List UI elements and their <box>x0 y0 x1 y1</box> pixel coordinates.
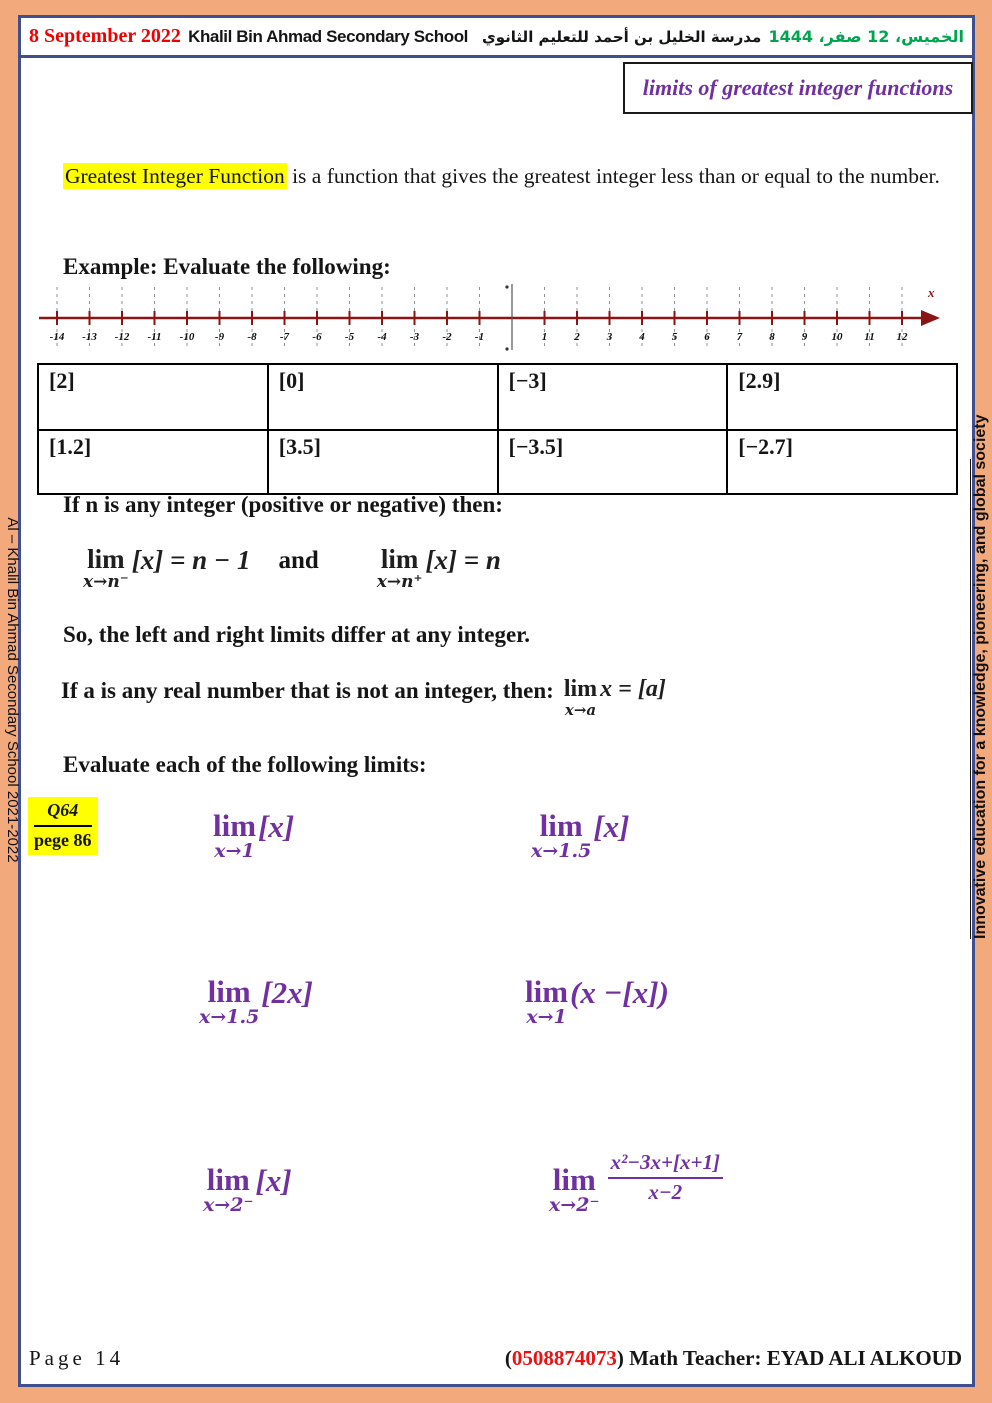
examples-table <box>37 363 958 495</box>
lim-word: lim <box>380 544 419 574</box>
svg-text:9: 9 <box>801 331 808 343</box>
lim-expression: [x] = n <box>425 545 501 575</box>
question-page: pege 86 <box>34 830 92 850</box>
limit-formula-real <box>564 676 666 719</box>
svg-text:6: 6 <box>704 331 710 343</box>
svg-text:-12: -12 <box>114 331 130 343</box>
lim-subscript: x→1.5 <box>531 840 592 862</box>
fraction-numerator: x²−3x+[x+1] <box>608 1150 723 1179</box>
lim-word: lim <box>206 1162 250 1197</box>
table-cell: [−3] <box>498 364 728 430</box>
svg-text:-14: -14 <box>49 331 65 343</box>
table-cell: [0] <box>268 364 498 430</box>
phone-paren-open: ( <box>504 1346 512 1370</box>
svg-text:-9: -9 <box>214 331 225 343</box>
svg-text:-2: -2 <box>442 331 452 343</box>
svg-text:-6: -6 <box>312 331 322 343</box>
real-rule-line <box>61 676 666 719</box>
phone-number: 0508874073 <box>511 1346 617 1370</box>
lim-expression: (x −[x]) <box>570 975 669 1010</box>
example-heading: Example: Evaluate the following: <box>63 254 391 279</box>
table-cell: [2.9] <box>727 364 957 430</box>
lim-expression: [x] <box>593 809 630 844</box>
lim-subscript: x→n⁻ <box>83 572 129 592</box>
table-cell: [3.5] <box>268 430 498 494</box>
conclusion-text: So, the left and right limits differ at any integer. <box>63 622 530 647</box>
lim-expression: [2x] <box>261 975 313 1010</box>
lim-word: lim <box>539 808 583 843</box>
school-name-arabic: مدرسة الخليل بن أحمد للتعليم الثانوي <box>482 27 762 46</box>
svg-text:-7: -7 <box>279 331 290 343</box>
limit-problem-5 <box>203 1164 292 1216</box>
lim-expression: [x] <box>258 809 295 844</box>
question-number: Q64 <box>34 800 92 827</box>
lim-subscript: x→2⁻ <box>203 1194 254 1216</box>
lim-word: lim <box>525 974 569 1009</box>
lesson-title: limits of greatest integer functions <box>642 75 954 100</box>
limit-problem-4 <box>525 976 669 1028</box>
lesson-title-box <box>623 62 973 114</box>
definition-text: is a function that gives the greatest integer less than or equal to the number. <box>286 164 940 188</box>
svg-text:-3: -3 <box>409 331 420 343</box>
table-row <box>38 430 957 494</box>
teacher-credit <box>505 1346 962 1371</box>
page-header <box>21 18 972 58</box>
table-cell: [1.2] <box>38 430 268 494</box>
table-row <box>38 364 957 430</box>
evaluate-heading: Evaluate each of the following limits: <box>63 752 427 777</box>
integer-rule-heading: If n is any integer (positive or negative) then: <box>63 492 503 517</box>
lim-subscript: x→1 <box>214 840 255 862</box>
svg-text:5: 5 <box>671 331 678 343</box>
lim-word: lim <box>213 808 257 843</box>
question-reference-box <box>28 797 98 855</box>
lim-subscript: x→n⁺ <box>376 572 423 592</box>
limit-problem-1 <box>213 810 294 862</box>
lim-subscript: x→2⁻ <box>549 1194 600 1216</box>
lim-expression: [x] = n − 1 <box>131 545 251 575</box>
svg-text:3: 3 <box>606 331 613 343</box>
school-name-english: Khalil Bin Ahmad Secondary School <box>188 26 469 46</box>
limit-problem-2 <box>531 810 629 862</box>
svg-text:-4: -4 <box>377 331 387 343</box>
lim-word: lim <box>552 1162 596 1197</box>
svg-text:2: 2 <box>574 331 580 343</box>
right-margin-vertical-text: Innovative education for a knowledge, pioneering, and global society <box>970 459 992 939</box>
lim-subscript: x→a <box>564 701 597 719</box>
and-connector: and <box>278 547 319 574</box>
header-school <box>188 27 761 47</box>
table-cell: [2] <box>38 364 268 430</box>
table-cell: [−3.5] <box>498 430 728 494</box>
svg-text:7: 7 <box>736 331 743 343</box>
limit-formula-right <box>377 546 501 592</box>
limit-problem-3 <box>199 976 313 1028</box>
table-cell: [−2.7] <box>727 430 957 494</box>
fraction-denominator: x−2 <box>648 1180 683 1204</box>
lim-word: lim <box>87 544 125 574</box>
number-line-svg <box>35 282 957 356</box>
svg-text:-10: -10 <box>179 331 195 343</box>
number-line <box>35 282 957 356</box>
lim-word: lim <box>563 676 598 702</box>
page-number: Page 14 <box>29 1346 125 1370</box>
integer-rule-formulas <box>83 546 501 592</box>
svg-text:-11: -11 <box>147 331 162 343</box>
svg-text:-8: -8 <box>247 331 257 343</box>
limit-problem-6 <box>549 1150 723 1216</box>
svg-text:11: 11 <box>864 331 875 343</box>
svg-text:x: x <box>928 285 935 300</box>
real-rule-heading: If a is any real number that is not an integer, then: <box>61 678 554 703</box>
lim-word: lim <box>207 974 251 1009</box>
lim-subscript: x→1 <box>526 1006 567 1028</box>
svg-text:4: 4 <box>639 331 645 343</box>
svg-text:-1: -1 <box>474 331 485 343</box>
header-date-arabic: الخميس، 12 صفر، 1444 <box>768 27 964 46</box>
svg-text:12: 12 <box>896 331 908 343</box>
limit-formula-left <box>83 546 250 592</box>
lim-subscript: x→1.5 <box>199 1006 260 1028</box>
document-area <box>18 15 975 1387</box>
header-date: 8 September 2022 <box>29 25 181 47</box>
teacher-name: ) Math Teacher: EYAD ALI ALKOUD <box>616 1346 962 1370</box>
lim-expression: [x] <box>255 1163 292 1198</box>
fraction-expression <box>608 1150 723 1205</box>
svg-text:1: 1 <box>541 331 548 343</box>
svg-text:8: 8 <box>769 331 775 343</box>
svg-text:-13: -13 <box>82 331 97 343</box>
highlighted-term: Greatest Integer Function <box>65 164 285 188</box>
svg-text:10: 10 <box>831 331 843 343</box>
left-margin-vertical-text: Al – Khalil Bin Ahmad Secondary School 2021-2022 <box>4 517 21 863</box>
definition-paragraph <box>63 148 941 205</box>
lim-expression: x = [a] <box>600 676 666 702</box>
svg-text:-5: -5 <box>344 331 355 343</box>
